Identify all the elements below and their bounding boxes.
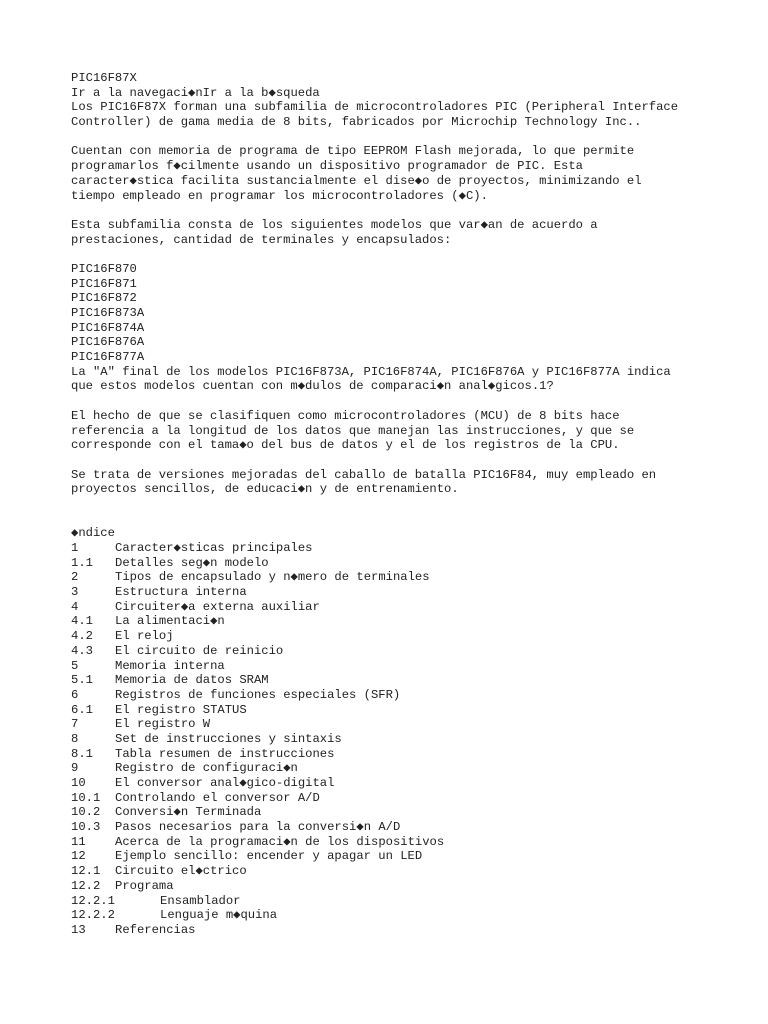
toc-item-title[interactable]: Lenguaje m◆quina — [160, 908, 278, 923]
spacer — [71, 247, 751, 262]
toc-item[interactable] — [71, 820, 751, 835]
toc-item[interactable] — [71, 776, 751, 791]
toc-item-title[interactable]: Controlando el conversor A/D — [115, 790, 320, 805]
toc-item-title[interactable]: La alimentaci◆n — [115, 614, 225, 629]
eeprom-line-1: Cuentan con memoria de programa de tipo EEPROM Flash mejorada, lo que permite — [71, 144, 635, 159]
toc-item[interactable] — [71, 747, 751, 762]
toc-item-number: 1 — [71, 541, 79, 555]
toc-item-title[interactable]: Circuiter◆a externa auxiliar — [115, 599, 320, 614]
toc-item[interactable] — [71, 614, 751, 629]
toc-item-title[interactable]: Memoria interna — [115, 658, 225, 673]
toc-item[interactable] — [71, 644, 751, 659]
document-page — [71, 71, 751, 938]
spacer — [71, 497, 751, 512]
toc-item-number: 10.3 — [71, 820, 101, 835]
toc-item[interactable] — [71, 864, 751, 879]
toc-list — [71, 541, 751, 938]
toc-item[interactable] — [71, 791, 751, 806]
toc-item[interactable] — [71, 659, 751, 674]
eeprom-line-3: caracter◆stica facilita sustancialmente el dise◆o de proyectos, minimizando el — [71, 173, 642, 188]
toc-item-title[interactable]: El registro STATUS — [115, 702, 247, 717]
toc-item-title[interactable]: Registro de configuraci◆n — [115, 761, 298, 776]
toc-item[interactable] — [71, 600, 751, 615]
toc-item-number: 4 — [71, 599, 79, 614]
toc-item-number: 5 — [71, 658, 79, 673]
toc-item-title[interactable]: Referencias — [115, 922, 196, 937]
eeprom-line-2: programarlos f◆cilmente usando un dispositivo programador de PIC. Esta — [71, 159, 583, 174]
navigation-links[interactable]: Ir a la navegaci◆nIr a la b◆squeda — [71, 85, 320, 100]
a-suffix-line-1: La "A" final de los modelos PIC16F873A, PIC16F874A, PIC16F876A y PIC16F877A indica — [71, 364, 671, 379]
toc-item-title[interactable]: El conversor anal◆gico-digital — [115, 776, 335, 790]
toc-item-number: 8 — [71, 731, 79, 746]
spacer — [71, 453, 751, 468]
model-item: PIC16F870 — [71, 261, 137, 276]
toc-item-number: 1.1 — [71, 555, 93, 570]
toc-item-title[interactable]: Programa — [115, 878, 174, 893]
toc-item-number: 6.1 — [71, 702, 93, 717]
toc-item-title[interactable]: Set de instrucciones y sintaxis — [115, 731, 342, 746]
spacer — [71, 130, 751, 145]
toc-item[interactable] — [71, 570, 751, 585]
models-intro-line-1: Esta subfamilia consta de los siguientes modelos que var◆an de acuerdo a — [71, 217, 598, 232]
toc-item-title[interactable]: El reloj — [115, 629, 174, 644]
spacer — [71, 512, 751, 527]
toc-item-number: 12.2.2 — [71, 908, 115, 923]
a-suffix-line-2: que estos modelos cuentan con m◆dulos de comparaci◆n anal◆gicos.1? — [71, 379, 554, 394]
toc-item-number: 4.1 — [71, 614, 93, 629]
toc-item-title[interactable]: Memoria de datos SRAM — [115, 673, 269, 688]
toc-item[interactable] — [71, 688, 751, 703]
toc-item-title[interactable]: Ejemplo sencillo: encender y apagar un LED — [115, 849, 423, 864]
toc-item[interactable] — [71, 894, 751, 909]
toc-item[interactable] — [71, 703, 751, 718]
toc-item-number: 9 — [71, 761, 79, 776]
toc-item[interactable] — [71, 717, 751, 732]
model-item: PIC16F876A — [71, 335, 145, 350]
toc-item-number: 5.1 — [71, 673, 93, 688]
toc-item[interactable] — [71, 673, 751, 688]
page-title: PIC16F87X — [71, 71, 137, 85]
toc-item-title[interactable]: Ensamblador — [160, 893, 241, 908]
toc-item[interactable] — [71, 879, 751, 894]
toc-item-title[interactable]: Circuito el◆ctrico — [115, 864, 247, 879]
eight-bits-line-1: El hecho de que se clasifiquen como microcontroladores (MCU) de 8 bits hace — [71, 408, 620, 423]
toc-item-title[interactable]: Detalles seg◆n modelo — [115, 555, 269, 570]
toc-item-number: 10.2 — [71, 805, 101, 820]
toc-item-title[interactable]: Caracter◆sticas principales — [115, 541, 313, 555]
toc-item-number: 10 — [71, 776, 86, 790]
model-item: PIC16F871 — [71, 276, 137, 291]
toc-item[interactable] — [71, 585, 751, 600]
toc-item-title[interactable]: Tabla resumen de instrucciones — [115, 746, 335, 761]
model-item: PIC16F873A — [71, 306, 145, 320]
toc-item[interactable] — [71, 849, 751, 864]
models-intro-line-2: prestaciones, cantidad de terminales y encapsulados: — [71, 232, 452, 247]
toc-item[interactable] — [71, 629, 751, 644]
toc-item[interactable] — [71, 908, 751, 923]
toc-item-number: 12.2.1 — [71, 893, 115, 908]
toc-item-number: 4.2 — [71, 629, 93, 644]
toc-item-number: 12 — [71, 849, 86, 864]
toc-item-number: 13 — [71, 922, 86, 937]
versions-line-2: proyectos sencillos, de educaci◆n y de entrenamiento. — [71, 482, 459, 497]
toc-item[interactable] — [71, 835, 751, 850]
versions-line-1: Se trata de versiones mejoradas del caballo de batalla PIC16F84, muy empleado en — [71, 467, 657, 482]
toc-item-title[interactable]: El registro W — [115, 717, 211, 732]
toc-item-number: 12.2 — [71, 878, 101, 893]
eight-bits-line-3: corresponde con el tama◆o del bus de datos y el de los registros de la CPU. — [71, 438, 620, 453]
toc-item[interactable] — [71, 541, 751, 556]
toc-item-title[interactable]: Acerca de la programaci◆n de los dispositivos — [115, 834, 445, 849]
toc-item-title[interactable]: El circuito de reinicio — [115, 643, 284, 658]
toc-heading: ◆ndice — [71, 526, 115, 541]
intro-line-1: Los PIC16F87X forman una subfamilia de microcontroladores PIC (Peripheral Interface — [71, 100, 679, 115]
toc-item[interactable] — [71, 805, 751, 820]
model-item: PIC16F872 — [71, 291, 137, 306]
toc-item-title[interactable]: Tipos de encapsulado y n◆mero de terminales — [115, 570, 430, 585]
toc-item-number: 12.1 — [71, 864, 101, 879]
spacer — [71, 394, 751, 409]
toc-item[interactable] — [71, 556, 751, 571]
toc-item[interactable] — [71, 923, 751, 938]
spacer — [71, 203, 751, 218]
toc-item-number: 11 — [71, 834, 86, 849]
model-item: PIC16F874A — [71, 320, 145, 335]
toc-item-number: 6 — [71, 687, 79, 702]
intro-line-2: Controller) de gama media de 8 bits, fabricados por Microchip Technology Inc.. — [71, 115, 642, 130]
toc-item-number: 8.1 — [71, 746, 93, 761]
toc-item-number: 4.3 — [71, 643, 93, 658]
toc-item-title[interactable]: Pasos necesarios para la conversi◆n A/D — [115, 820, 401, 835]
toc-item-number: 10.1 — [71, 790, 101, 805]
toc-item-title[interactable]: Registros de funciones especiales (SFR) — [115, 687, 401, 702]
toc-item[interactable] — [71, 732, 751, 747]
toc-item[interactable] — [71, 761, 751, 776]
toc-item-number: 3 — [71, 585, 79, 600]
toc-item-title[interactable]: Estructura interna — [115, 585, 247, 600]
model-item: PIC16F877A — [71, 350, 145, 365]
toc-item-title[interactable]: Conversi◆n Terminada — [115, 805, 262, 820]
toc-item-number: 7 — [71, 717, 79, 732]
eight-bits-line-2: referencia a la longitud de los datos que manejan las instrucciones, y que se — [71, 423, 635, 438]
toc-item-number: 2 — [71, 570, 79, 585]
eeprom-line-4: tiempo empleado en programar los microcontroladores (◆C). — [71, 188, 488, 203]
